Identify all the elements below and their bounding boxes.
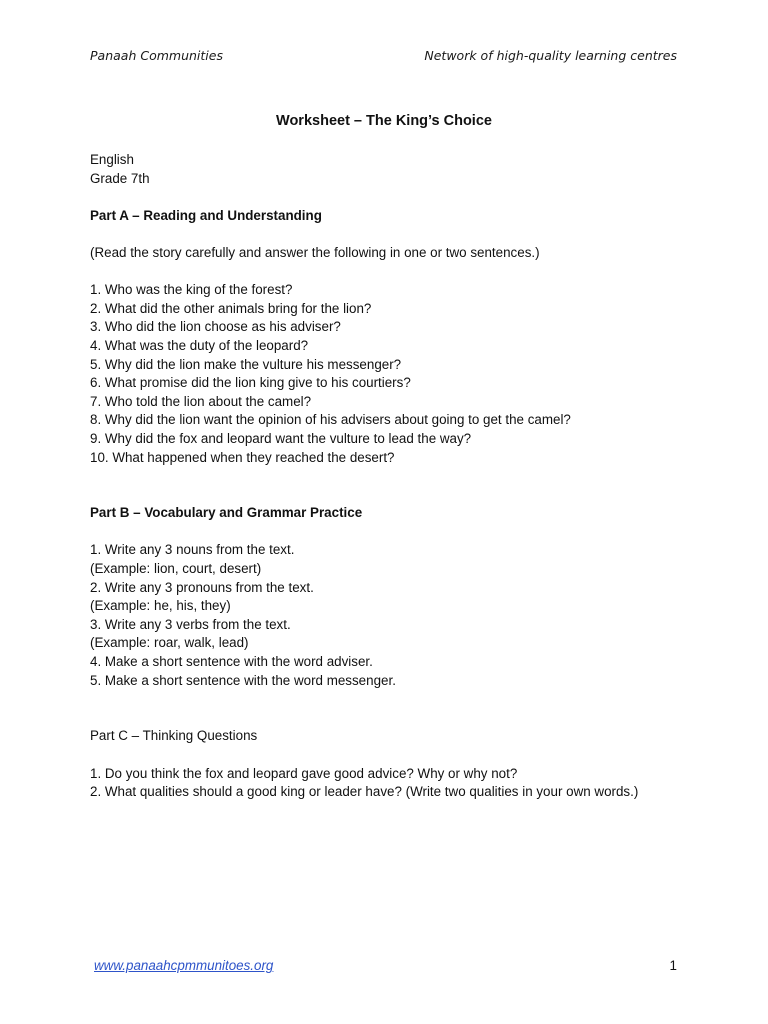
part-a-heading: Part A – Reading and Understanding	[90, 207, 322, 223]
list-item: 8. Why did the lion want the opinion of his advisers about going to get the camel?	[90, 412, 571, 428]
list-item: 2. What did the other animals bring for the lion?	[90, 300, 372, 316]
list-item: 2. Write any 3 pronouns from the text.	[90, 579, 314, 595]
part-a-instruction: (Read the story carefully and answer the following in one or two sentences.)	[90, 244, 540, 260]
header-org-name: Panaah Communities	[90, 48, 223, 63]
part-c-heading: Part C – Thinking Questions	[90, 728, 258, 744]
list-item: (Example: roar, walk, lead)	[90, 635, 249, 651]
list-item: 2. What qualities should a good king or leader have? (Write two qualities in your own words.)	[90, 784, 639, 800]
list-item: (Example: lion, court, desert)	[90, 561, 262, 577]
list-item: 4. What was the duty of the leopard?	[90, 337, 309, 353]
list-item: 6. What promise did the lion king give to his courtiers?	[90, 375, 411, 391]
list-item: 10. What happened when they reached the desert?	[90, 449, 395, 465]
list-item: (Example: he, his, they)	[90, 598, 231, 614]
list-item: 3. Who did the lion choose as his adviser?	[90, 319, 341, 335]
list-item: 5. Make a short sentence with the word messenger.	[90, 672, 396, 688]
part-c-question-list	[90, 765, 710, 802]
part-b-item-list	[90, 541, 710, 690]
part-b-heading: Part B – Vocabulary and Grammar Practice	[90, 505, 363, 521]
page-number: 1	[669, 958, 677, 973]
list-item: 5. Why did the lion make the vulture his messenger?	[90, 356, 402, 372]
worksheet-title: Worksheet – The King’s Choice	[276, 113, 492, 129]
subject-label: English	[90, 152, 134, 167]
list-item: 4. Make a short sentence with the word adviser.	[90, 654, 373, 670]
list-item: 1. Write any 3 nouns from the text.	[90, 542, 295, 558]
list-item: 1. Do you think the fox and leopard gave good advice? Why or why not?	[90, 765, 518, 781]
list-item: 1. Who was the king of the forest?	[90, 282, 293, 298]
website-link[interactable]: www.panaahcpmmunitoes.org	[94, 958, 274, 973]
worksheet-body	[90, 151, 710, 802]
list-item: 9. Why did the fox and leopard want the vulture to lead the way?	[90, 430, 472, 446]
list-item: 7. Who told the lion about the camel?	[90, 393, 312, 409]
list-item: 3. Write any 3 verbs from the text.	[90, 616, 291, 632]
header-tagline: Network of high-quality learning centres	[424, 48, 677, 63]
part-a-question-list	[90, 281, 710, 467]
grade-label: Grade 7th	[90, 170, 150, 186]
